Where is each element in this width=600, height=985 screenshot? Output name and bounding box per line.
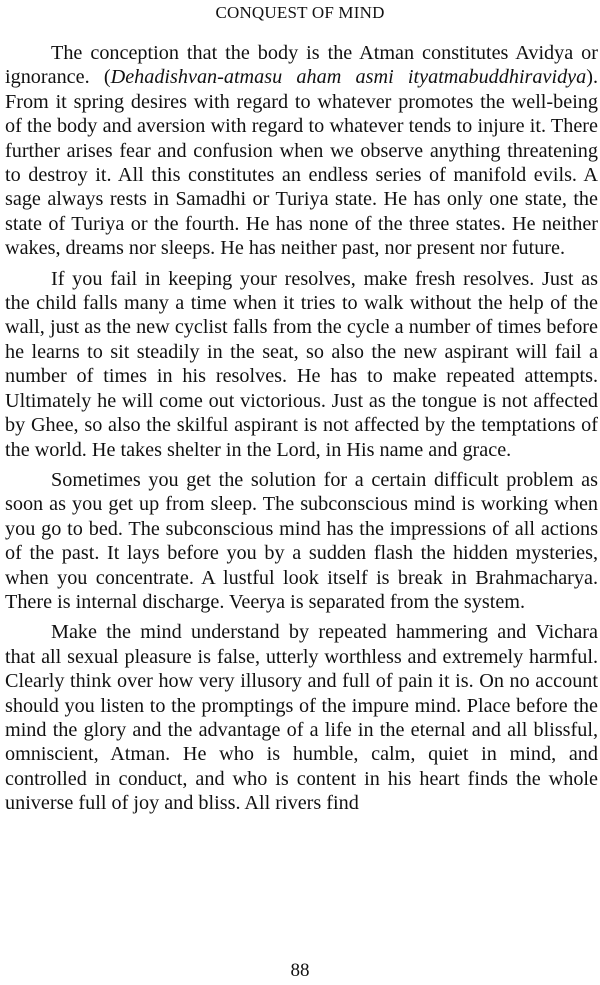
paragraph-subconscious-mind: Sometimes you get the solution for a certain difficult problem as soon as you get up from sleep. The subconscious mind is working when you go to bed. The subconscious mind has the impressions of all actions of the past. It lays before you by a sudden flash the hidden mysteries, when you concentrate. A lustful look itself is break in Brahmacharya. There is internal discharge. Veerya is separated from the system. <box>5 468 598 613</box>
sanskrit-quote: Dehadishvan-atmasu aham asmi ityatmabuddhiravidya <box>110 66 587 89</box>
paragraph-vichara: Make the mind understand by repeated hammering and Vichara that all sexual pleasure is false, utterly worthless and extremely harmful. Clearly think over how very illusory and full of pain it is. On no account should you listen to the promptings of the impure mind. Place before the mind the glory and the advantage of a life in the eternal and all blissful, omniscient, Atman. He who is humble, calm, quiet in mind, and controlled in conduct, and who is content in his heart finds the whole universe full of joy and bliss. All rivers find <box>5 621 598 815</box>
paragraph-fresh-resolves: If you fail in keeping your resolves, make fresh resolves. Just as the child falls many a time when it tries to walk without the help of the wall, just as the new cyclist falls from the cycle a number of times before he learns to sit steadily in the seat, so also the new aspirant will fail a number of times in his resolves. He has to make repeated attempts. Ultimately he will come out victorious. Just as the tongue is not affected by Ghee, so also the skilful aspirant is not affected by the temptations of the world. He takes shelter in the Lord, in His name and grace. <box>5 267 598 461</box>
paragraph-1-text-end: ). From it spring desires with regard to whatever promotes the well-being of the body and aversion with regard to whatever tends to injure it. There further arises fear and confusion when we observe anything threatening to destroy it. All this constitutes an endless series of manifold evils. A sage always rests in Samadhi or Turiya state. He has only one state, the state of Turiya or the fourth. He has none of the three states. He neither wakes, dreams nor sleeps. He has neither past, nor present nor future. <box>5 66 598 260</box>
body-text <box>5 41 598 822</box>
page-number: 88 <box>290 960 310 981</box>
paragraph-1-text-start: The conception that the body is the Atman constitutes Avidya or ignorance. ( <box>5 42 598 89</box>
running-head-title: CONQUEST OF MIND <box>215 3 385 22</box>
paragraph-atman-avidya <box>5 41 598 261</box>
